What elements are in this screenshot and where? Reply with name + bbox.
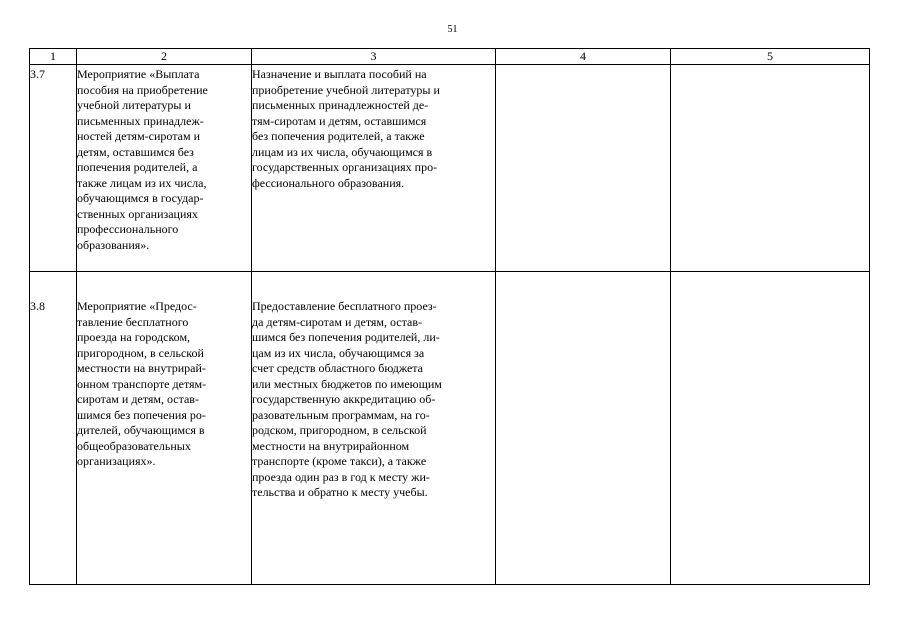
row-number-cell	[30, 65, 77, 272]
page-number: 51	[447, 24, 458, 35]
column-header-4: 4	[496, 49, 671, 65]
description-cell	[252, 272, 496, 585]
table-header-row	[30, 49, 870, 65]
column-4-cell	[496, 272, 671, 585]
description-text: Назначение и выплата пособий на приобретение учебной литературы и письменных принадлежностей де- тям-сиротам и детям, оставшимся без попечения родителей, а также лицам из их числа, обучающимся в государственных организациях про- фессионального образования.	[252, 67, 440, 190]
event-cell	[77, 65, 252, 272]
column-4-text	[496, 272, 670, 299]
column-4-cell	[496, 65, 671, 272]
event-text: Мероприятие «Предос- тавление бесплатного проезда на городском, пригородном, в сельской местности на внутрирай- онном транспорте детям- сиротам и детям, остав- шимся без попечения ро- дителей, обучающимся в общеобразовательных организациях».	[77, 299, 207, 468]
column-4-text	[496, 65, 670, 67]
column-header-3: 3	[252, 49, 496, 65]
column-5-text	[671, 272, 869, 299]
event-text: Мероприятие «Выплата пособия на приобретение учебной литературы и письменных принадлеж- ностей детям-сиротам и детям, оставшимся без попечения родителей, а также лицам из их числа, обучающимся в государ- ственных организациях профессионального образования».	[77, 67, 208, 252]
description-cell	[252, 65, 496, 272]
row-number-cell	[30, 272, 77, 585]
table-row	[30, 272, 870, 585]
row-number: 3.8	[30, 299, 45, 313]
column-header-1: 1	[30, 49, 77, 65]
column-5-text	[671, 65, 869, 67]
column-5-cell	[671, 65, 870, 272]
event-cell	[77, 272, 252, 585]
table-row	[30, 65, 870, 272]
description-text: Предоставление бесплатного проез- да детям-сиротам и детям, остав- шимся без попечения родителей, ли- цам из их числа, обучающимся за счет средств областного бюджета или местных бюджетов по имеющим государственную аккредитацию об- разовательным программам, на го- родском, пригородном, в сельской местности на внутрирайонном транспорте (кроме такси), а также проезда один раз в год к месту жи- тельства и обратно к месту учебы.	[252, 299, 442, 499]
measures-table	[29, 48, 870, 585]
column-5-cell	[671, 272, 870, 585]
column-header-2: 2	[77, 49, 252, 65]
column-header-5: 5	[671, 49, 870, 65]
row-number: 3.7	[30, 67, 45, 81]
